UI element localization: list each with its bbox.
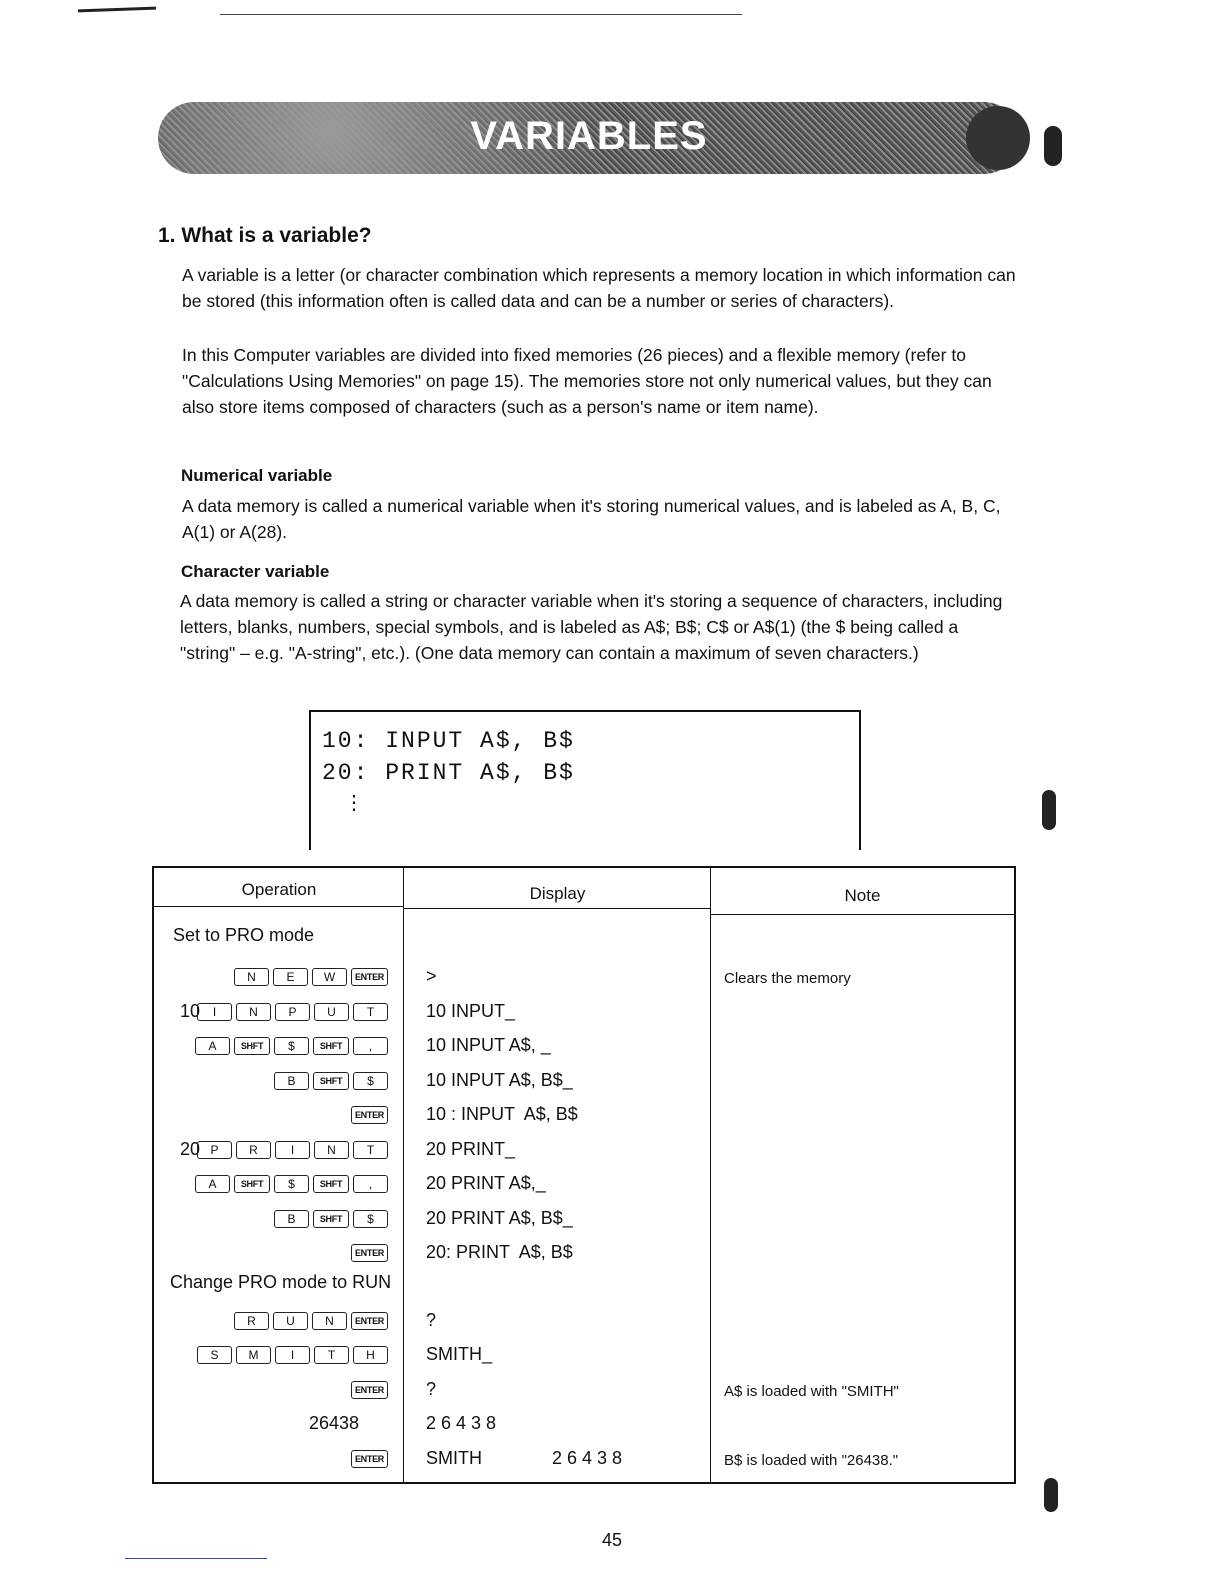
operation-table — [152, 866, 1016, 1484]
key-sequence — [351, 1106, 388, 1124]
key-sequence — [197, 1003, 388, 1021]
key-dollar-icon: $ — [274, 1175, 309, 1193]
table-row — [154, 964, 1014, 992]
table-row — [154, 1411, 1014, 1439]
table-row — [154, 1240, 1014, 1268]
numerical-heading: Numerical variable — [181, 466, 333, 485]
display-output: 2 6 4 3 8 — [426, 1413, 497, 1433]
display-output: 20 PRINT A$, B$_ — [426, 1208, 573, 1228]
code-line: 20: PRINT A$, B$ — [322, 760, 575, 786]
display-output: 10 INPUT A$, B$_ — [426, 1070, 573, 1090]
key-e-icon: E — [273, 968, 308, 986]
numerical-text: A data memory is called a numerical variable when it's storing numerical values, and is labeled as A, B, C, A(1) or A(28). — [182, 496, 1001, 542]
table-row — [154, 1446, 1014, 1474]
display-output: 10 INPUT A$, _ — [426, 1035, 551, 1055]
paragraph-definition: A variable is a letter (or character combination which represents a memory location in which information can be stored (this information often is called data and can be a number or series of characters). — [182, 265, 1016, 311]
key-t-icon: T — [353, 1141, 388, 1159]
table-row — [154, 1206, 1014, 1234]
operation-prefix: 10 — [180, 1001, 201, 1021]
key-h-icon: H — [353, 1346, 388, 1364]
code-continuation: ⋮ — [344, 793, 366, 816]
key-comma-icon: , — [353, 1175, 388, 1193]
key-p-icon: P — [275, 1003, 310, 1021]
key-enter-icon: ENTER — [351, 1244, 388, 1262]
binding-hole-icon — [1044, 126, 1062, 166]
key-a-icon: A — [195, 1037, 230, 1055]
key-i-icon: I — [275, 1346, 310, 1364]
key-a-icon: A — [195, 1175, 230, 1193]
key-sequence — [197, 1346, 388, 1364]
table-row — [154, 1308, 1014, 1336]
display-output: SMITH 2 6 4 3 8 — [426, 1448, 623, 1468]
display-output: > — [426, 966, 437, 986]
scan-mark — [78, 7, 156, 13]
key-sequence — [274, 1210, 388, 1228]
display-output: ? — [426, 1379, 437, 1399]
table-row — [154, 1068, 1014, 1096]
key-p-icon: P — [197, 1141, 232, 1159]
table-row — [154, 999, 1014, 1027]
table-row — [154, 1137, 1014, 1165]
key-i-icon: I — [275, 1141, 310, 1159]
display-output: 10 INPUT_ — [426, 1001, 516, 1021]
key-sequence — [234, 968, 388, 986]
row-note: A$ is loaded with "SMITH" — [724, 1383, 899, 1400]
key-m-icon: M — [236, 1346, 271, 1364]
table-row — [154, 1033, 1014, 1061]
key-u-icon: U — [314, 1003, 349, 1021]
key-shft-icon: SHFT — [234, 1037, 270, 1055]
binding-hole-icon — [1042, 790, 1056, 830]
key-dollar-icon: $ — [274, 1037, 309, 1055]
change-run-label: Change PRO mode to RUN — [170, 1272, 392, 1292]
key-shft-icon: SHFT — [313, 1037, 349, 1055]
key-w-icon: W — [312, 968, 347, 986]
key-n-icon: N — [236, 1003, 271, 1021]
key-enter-icon: ENTER — [351, 1312, 388, 1330]
key-sequence — [197, 1141, 388, 1159]
key-b-icon: B — [274, 1072, 309, 1090]
key-n-icon: N — [314, 1141, 349, 1159]
table-row — [154, 1342, 1014, 1370]
header-display: Display — [529, 884, 586, 903]
top-rule — [220, 14, 742, 15]
key-comma-icon: , — [353, 1037, 388, 1055]
key-enter-icon: ENTER — [351, 968, 388, 986]
title-banner — [158, 102, 1020, 174]
key-s-icon: S — [197, 1346, 232, 1364]
display-output: SMITH_ — [426, 1344, 493, 1364]
table-row — [154, 1102, 1014, 1130]
header-operation: Operation — [241, 880, 317, 899]
key-enter-icon: ENTER — [351, 1106, 388, 1124]
page-number: 45 — [601, 1530, 623, 1550]
key-n-icon: N — [312, 1312, 347, 1330]
key-sequence — [195, 1175, 388, 1193]
code-line: 10: INPUT A$, B$ — [322, 728, 575, 754]
operation-prefix: 20 — [180, 1139, 201, 1159]
section-heading: 1. What is a variable? — [158, 224, 372, 247]
character-heading: Character variable — [181, 562, 330, 581]
display-output: 10 : INPUT A$, B$ — [426, 1104, 578, 1124]
key-shft-icon: SHFT — [313, 1210, 349, 1228]
key-b-icon: B — [274, 1210, 309, 1228]
row-note: Clears the memory — [724, 970, 851, 987]
table-row — [154, 1377, 1014, 1405]
key-shft-icon: SHFT — [313, 1072, 349, 1090]
paragraph-memories: In this Computer variables are divided into fixed memories (26 pieces) and a flexible memory (refer to "Calculations Using Memories" on page 15). The memories store not only numerical values, but they can also store items composed of characters (such as a person's name or item name). — [182, 345, 992, 417]
key-u-icon: U — [273, 1312, 308, 1330]
operation-prefix: 26438 — [309, 1413, 360, 1433]
table-row — [154, 1171, 1014, 1199]
display-output: 20 PRINT_ — [426, 1139, 516, 1159]
key-sequence — [351, 1244, 388, 1262]
key-dollar-icon: $ — [353, 1072, 388, 1090]
set-pro-mode-label: Set to PRO mode — [173, 925, 315, 945]
key-r-icon: R — [234, 1312, 269, 1330]
key-sequence — [195, 1037, 388, 1055]
key-sequence — [351, 1381, 388, 1399]
character-text: A data memory is called a string or character variable when it's storing a sequence of characters, including letters, blanks, numbers, special symbols, and is labeled as A$; B$; C$ or A$(1) (the $ being called a "string" – e.g. "A-string", etc.). (One data memory can contain a maximum of seven characters.) — [180, 591, 1003, 663]
key-sequence — [351, 1450, 388, 1468]
key-sequence — [234, 1312, 388, 1330]
display-output: 20: PRINT A$, B$ — [426, 1242, 573, 1262]
code-listing — [309, 710, 861, 850]
binding-hole-icon — [1044, 1478, 1058, 1512]
key-i-icon: I — [197, 1003, 232, 1021]
scan-edge-line — [125, 1558, 267, 1559]
key-t-icon: T — [353, 1003, 388, 1021]
key-n-icon: N — [234, 968, 269, 986]
display-output: ? — [426, 1310, 437, 1330]
key-shft-icon: SHFT — [313, 1175, 349, 1193]
key-shft-icon: SHFT — [234, 1175, 270, 1193]
key-dollar-icon: $ — [353, 1210, 388, 1228]
row-note: B$ is loaded with "26438." — [724, 1452, 899, 1469]
key-enter-icon: ENTER — [351, 1381, 388, 1399]
display-output: 20 PRINT A$,_ — [426, 1173, 546, 1193]
page-title: VARIABLES — [470, 114, 708, 158]
key-enter-icon: ENTER — [351, 1450, 388, 1468]
key-t-icon: T — [314, 1346, 349, 1364]
key-r-icon: R — [236, 1141, 271, 1159]
header-note: Note — [844, 886, 881, 905]
key-sequence — [274, 1072, 388, 1090]
